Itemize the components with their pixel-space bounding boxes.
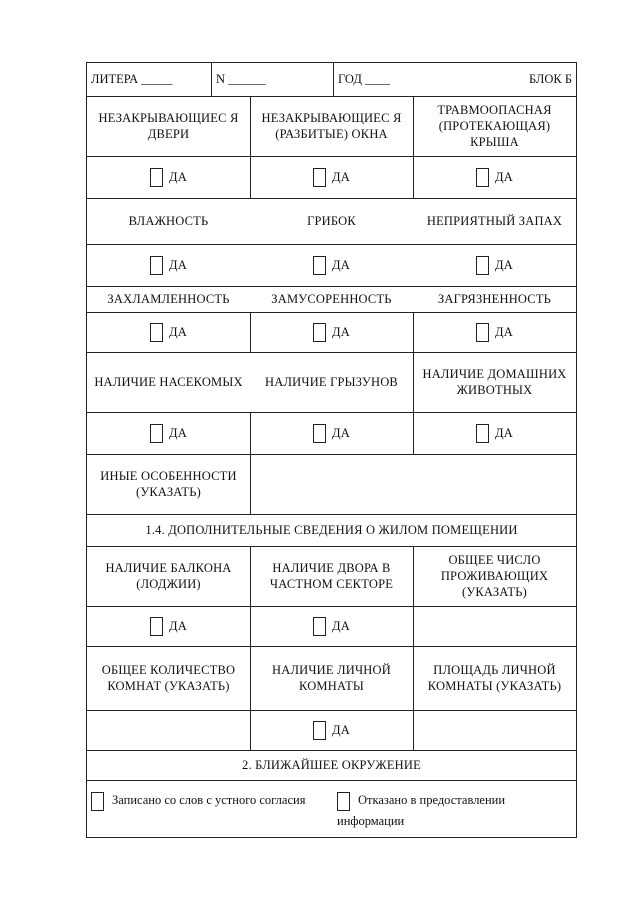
label-leaking-roof: ТРАВМООПАСНАЯ (ПРОТЕКАЮЩАЯ) КРЫША [437,103,552,149]
row-checkboxes-1: ДА ДА ДА [87,156,576,198]
row-humidity-fungus-smell [87,198,576,244]
section-1-4-title: 1.4. ДОПОЛНИТЕЛЬНЫЕ СВЕДЕНИЯ О ЖИЛОМ ПОМЕЩЕНИИ [145,523,518,537]
label-pets: НАЛИЧИЕ ДОМАШНИХ ЖИВОТНЫХ [422,367,567,397]
label-insects: НАЛИЧИЕ НАСЕКОМЫХ [94,375,243,389]
room-area-field[interactable] [413,710,576,750]
label-clutter: ЗАХЛАМЛЕННОСТЬ [107,292,230,306]
label-rooms-count: ОБЩЕЕ КОЛИЧЕСТВО КОМНАТ (УКАЗАТЬ) [101,663,236,693]
year-field[interactable]: ГОД ____ [338,71,390,86]
section-1-4-row [87,514,576,546]
checkbox[interactable] [313,256,326,275]
label-own-room: НАЛИЧИЕ ЛИЧНОЙ КОМНАТЫ [272,663,391,693]
label-residents-count: ОБЩЕЕ ЧИСЛО ПРОЖИВАЮЩИХ (УКАЗАТЬ) [440,553,549,599]
checkbox[interactable] [313,424,326,443]
label-balcony: НАЛИЧИЕ БАЛКОНА (ЛОДЖИИ) [105,561,232,591]
row-checkboxes-3: ДА ДА ДА [87,312,576,352]
other-features-field[interactable] [250,454,576,514]
label-fungus: ГРИБОК [307,214,356,228]
checkbox[interactable] [313,617,326,636]
label-broken-windows: НЕЗАКРЫВАЮЩИЕС Я (РАЗБИТЫЕ) ОКНА [261,111,402,141]
row-rooms [87,646,576,710]
label-unclosed-doors: НЕЗАКРЫВАЮЩИЕС Я ДВЕРИ [98,111,239,141]
label-rodents: НАЛИЧИЕ ГРЫЗУНОВ [265,375,398,389]
row-insects-rodents-pets [87,352,576,412]
litera-field[interactable]: ЛИТЕРА _____ [91,71,173,86]
label-trash: ЗАМУСОРЕННОСТЬ [271,292,392,306]
consent-checkbox[interactable] [91,792,104,811]
rooms-count-field[interactable] [87,710,250,750]
row-checkboxes-6: ДА ДА [87,606,576,646]
checkbox[interactable] [476,323,489,342]
checkbox[interactable] [150,256,163,275]
checkbox[interactable] [476,256,489,275]
row-other-features [87,454,576,514]
number-field[interactable]: N ______ [216,71,266,86]
checkbox[interactable] [150,617,163,636]
checkbox[interactable] [476,424,489,443]
label-other-features: ИНЫЕ ОСОБЕННОСТИ (УКАЗАТЬ) [100,469,237,499]
checkbox[interactable] [313,721,326,740]
label-yard: НАЛИЧИЕ ДВОРА В ЧАСТНОМ СЕКТОРЕ [269,561,394,591]
residents-count-field[interactable] [413,606,576,646]
label-humidity: ВЛАЖНОСТЬ [128,214,209,228]
label-own-room-area: ПЛОЩАДЬ ЛИЧНОЙ КОМНАТЫ (УКАЗАТЬ) [427,663,562,693]
consent-label: Записано со слов с устного согласия [112,793,306,807]
checkbox[interactable] [150,168,163,187]
label-bad-smell: НЕПРИЯТНЫЙ ЗАПАХ [426,214,563,228]
row-balcony-yard-residents [87,546,576,606]
label-dirt: ЗАГРЯЗНЕННОСТЬ [437,292,552,306]
row-door-window-roof [87,96,576,156]
refused-checkbox[interactable] [337,792,350,811]
row-checkboxes-4: ДА ДА ДА [87,412,576,454]
checkbox[interactable] [313,323,326,342]
refused-option[interactable] [337,790,567,831]
checkbox[interactable] [476,168,489,187]
checkbox[interactable] [313,168,326,187]
block-label: БЛОК Б [528,71,572,86]
section-2-row [87,750,576,780]
refused-label: Отказано в предоставлении информации [337,793,506,828]
row-clutter-trash-dirt [87,286,576,312]
checkbox[interactable] [150,323,163,342]
checkbox[interactable] [150,424,163,443]
survey-form [86,62,577,838]
consent-option[interactable] [91,790,311,811]
section-2-title: 2. БЛИЖАЙШЕЕ ОКРУЖЕНИЕ [242,758,421,772]
row-checkboxes-2: ДА ДА ДА [87,244,576,286]
row-checkboxes-7: ДА [87,710,576,750]
